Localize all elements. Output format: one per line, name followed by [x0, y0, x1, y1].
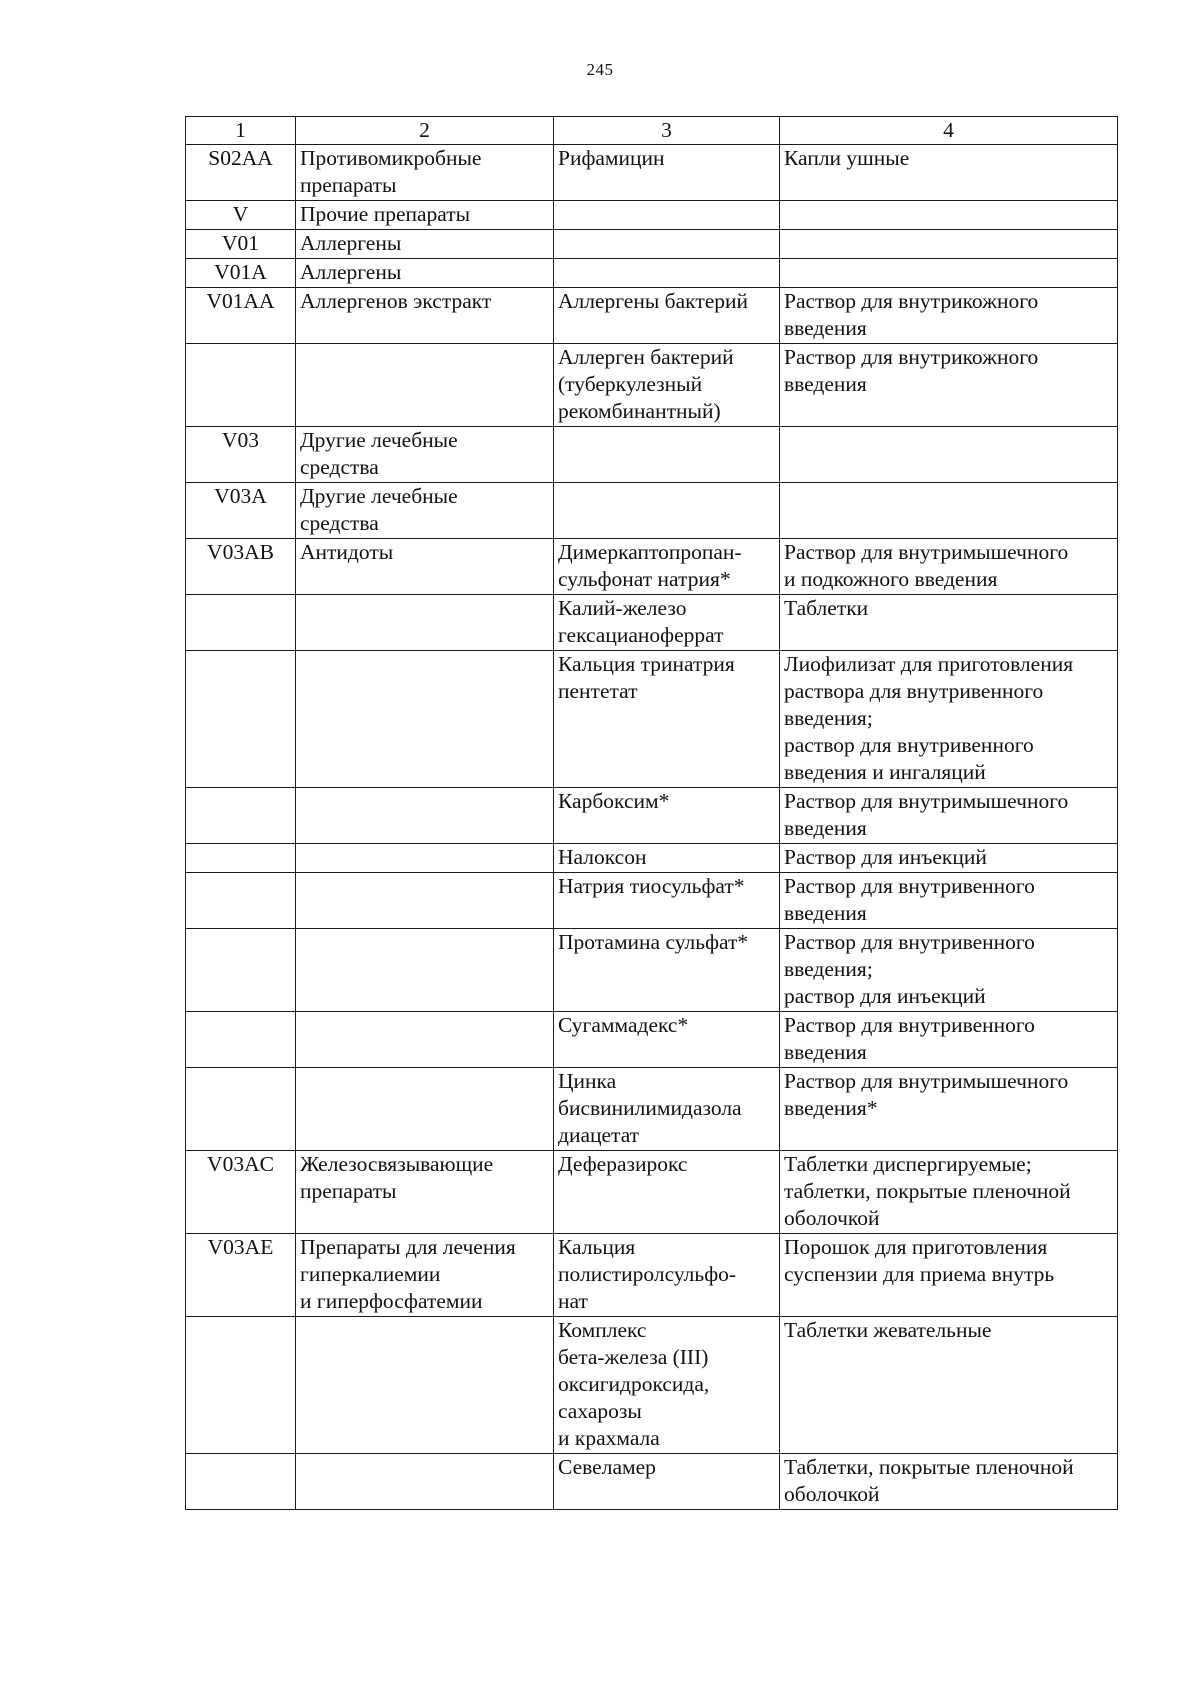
table-row — [186, 1234, 1118, 1317]
substance-cell: Кальция тринатрия пентетат — [554, 651, 780, 788]
table-row — [186, 259, 1118, 288]
substance-cell — [554, 483, 780, 539]
header-col-3: 3 — [554, 117, 780, 145]
group-cell — [296, 873, 554, 929]
group-cell: Препараты для лечения гиперкалиемии и гиперфосфатемии — [296, 1234, 554, 1317]
substance-cell: Комплекс бета-железа (III) оксигидроксида, сахарозы и крахмала — [554, 1317, 780, 1454]
table-row — [186, 1454, 1118, 1510]
atc-code-cell: V03AB — [186, 539, 296, 595]
page-number: 245 — [586, 60, 614, 79]
substance-cell — [554, 201, 780, 230]
group-cell — [296, 1454, 554, 1510]
atc-code-cell — [186, 595, 296, 651]
group-cell: Антидоты — [296, 539, 554, 595]
atc-code-cell — [186, 651, 296, 788]
group-cell — [296, 1317, 554, 1454]
table-body — [186, 145, 1118, 1510]
table-row — [186, 651, 1118, 788]
substance-cell: Севеламер — [554, 1454, 780, 1510]
atc-code-cell — [186, 1012, 296, 1068]
header-col-2: 2 — [296, 117, 554, 145]
table-row — [186, 844, 1118, 873]
atc-code-cell — [186, 873, 296, 929]
table-row — [186, 788, 1118, 844]
table-row — [186, 1151, 1118, 1234]
dosage-form-cell — [780, 230, 1118, 259]
table-row — [186, 288, 1118, 344]
dosage-form-cell: Раствор для внутримышечного и подкожного введения — [780, 539, 1118, 595]
table-row — [186, 1012, 1118, 1068]
dosage-form-cell — [780, 201, 1118, 230]
atc-code-cell: V — [186, 201, 296, 230]
dosage-form-cell: Раствор для внутрикожного введения — [780, 344, 1118, 427]
substance-cell: Протамина сульфат* — [554, 929, 780, 1012]
group-cell — [296, 344, 554, 427]
atc-code-cell: V03AE — [186, 1234, 296, 1317]
dosage-form-cell: Таблетки диспергируемые; таблетки, покрытые пленочной оболочкой — [780, 1151, 1118, 1234]
group-cell — [296, 1068, 554, 1151]
group-cell: Аллергенов экстракт — [296, 288, 554, 344]
group-cell: Противомикробные препараты — [296, 145, 554, 201]
atc-code-cell: V01A — [186, 259, 296, 288]
dosage-form-cell: Таблетки жевательные — [780, 1317, 1118, 1454]
dosage-form-cell: Раствор для внутримышечного введения* — [780, 1068, 1118, 1151]
atc-code-cell — [186, 1317, 296, 1454]
table-row — [186, 230, 1118, 259]
table-row — [186, 145, 1118, 201]
group-cell: Прочие препараты — [296, 201, 554, 230]
dosage-form-cell: Раствор для внутривенного введения — [780, 873, 1118, 929]
dosage-form-cell: Раствор для внутривенного введения — [780, 1012, 1118, 1068]
atc-code-cell: V01 — [186, 230, 296, 259]
table-row — [186, 483, 1118, 539]
table-row — [186, 427, 1118, 483]
dosage-form-cell — [780, 427, 1118, 483]
dosage-form-cell — [780, 259, 1118, 288]
table-row — [186, 1068, 1118, 1151]
atc-code-cell: V01AA — [186, 288, 296, 344]
drug-table — [185, 116, 1118, 1510]
atc-code-cell — [186, 1068, 296, 1151]
group-cell: Аллергены — [296, 230, 554, 259]
group-cell: Другие лечебные средства — [296, 427, 554, 483]
substance-cell — [554, 427, 780, 483]
table-row — [186, 201, 1118, 230]
atc-code-cell: V03 — [186, 427, 296, 483]
substance-cell — [554, 259, 780, 288]
substance-cell: Налоксон — [554, 844, 780, 873]
substance-cell: Димеркаптопропан- сульфонат натрия* — [554, 539, 780, 595]
table-header — [186, 117, 1118, 145]
substance-cell: Карбоксим* — [554, 788, 780, 844]
group-cell: Железосвязывающие препараты — [296, 1151, 554, 1234]
group-cell — [296, 595, 554, 651]
group-cell: Другие лечебные средства — [296, 483, 554, 539]
group-cell — [296, 788, 554, 844]
header-row — [186, 117, 1118, 145]
dosage-form-cell: Лиофилизат для приготовления раствора для внутривенного введения; раствор для внутривенного введения и ингаляций — [780, 651, 1118, 788]
dosage-form-cell: Раствор для внутримышечного введения — [780, 788, 1118, 844]
atc-code-cell — [186, 344, 296, 427]
group-cell — [296, 929, 554, 1012]
atc-code-cell: V03AC — [186, 1151, 296, 1234]
substance-cell: Кальция полистиролсульфо- нат — [554, 1234, 780, 1317]
table-row — [186, 344, 1118, 427]
table-row — [186, 929, 1118, 1012]
dosage-form-cell: Раствор для внутрикожного введения — [780, 288, 1118, 344]
dosage-form-cell — [780, 483, 1118, 539]
substance-cell: Сугаммадекс* — [554, 1012, 780, 1068]
header-col-4: 4 — [780, 117, 1118, 145]
atc-code-cell: V03A — [186, 483, 296, 539]
table-row — [186, 1317, 1118, 1454]
group-cell — [296, 844, 554, 873]
substance-cell: Деферазирокс — [554, 1151, 780, 1234]
substance-cell: Цинка бисвинилимидазола диацетат — [554, 1068, 780, 1151]
group-cell: Аллергены — [296, 259, 554, 288]
substance-cell: Аллергены бактерий — [554, 288, 780, 344]
substance-cell: Калий-железо гексацианоферрат — [554, 595, 780, 651]
group-cell — [296, 1012, 554, 1068]
table-row — [186, 873, 1118, 929]
header-col-1: 1 — [186, 117, 296, 145]
atc-code-cell: S02AA — [186, 145, 296, 201]
dosage-form-cell: Капли ушные — [780, 145, 1118, 201]
atc-code-cell — [186, 1454, 296, 1510]
group-cell — [296, 651, 554, 788]
dosage-form-cell: Порошок для приготовления суспензии для приема внутрь — [780, 1234, 1118, 1317]
dosage-form-cell: Таблетки, покрытые пленочной оболочкой — [780, 1454, 1118, 1510]
dosage-form-cell: Таблетки — [780, 595, 1118, 651]
atc-code-cell — [186, 844, 296, 873]
dosage-form-cell: Раствор для инъекций — [780, 844, 1118, 873]
atc-code-cell — [186, 929, 296, 1012]
substance-cell: Рифамицин — [554, 145, 780, 201]
dosage-form-cell: Раствор для внутривенного введения; раствор для инъекций — [780, 929, 1118, 1012]
atc-code-cell — [186, 788, 296, 844]
substance-cell — [554, 230, 780, 259]
substance-cell: Натрия тиосульфат* — [554, 873, 780, 929]
table-row — [186, 595, 1118, 651]
table-row — [186, 539, 1118, 595]
substance-cell: Аллерген бактерий (туберкулезный рекомбинантный) — [554, 344, 780, 427]
